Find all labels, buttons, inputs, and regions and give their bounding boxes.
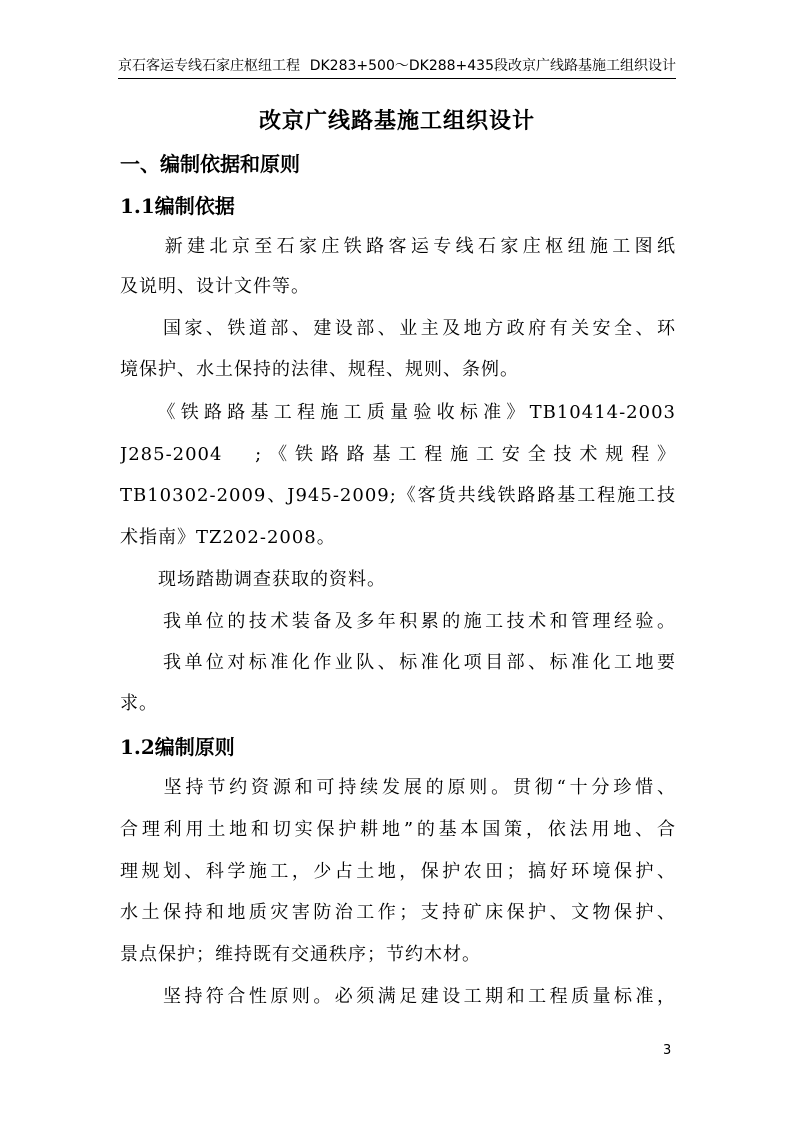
subsection-heading-1-2: 1.2编制原则 [120,735,235,759]
paragraph-line: 境保护、水土保持的法律、规程、规则、条例。 [120,359,519,380]
paragraph-line: 坚持节约资源和可持续发展的原则。贯彻“十分珍惜、 [120,777,676,798]
paragraph-line: TB10302-2009、J945-2009;《客货共线铁路路基工程施工技 [120,485,676,506]
paragraph-line: 景点保护；维持既有交通秩序；节约木材。 [120,944,481,965]
paragraph-line: 坚持符合性原则。必须满足建设工期和工程质量标准， [120,986,676,1007]
subsection-heading-1-1: 1.1编制依据 [120,194,235,218]
section-heading: 一、编制依据和原则 [120,152,300,176]
header-document-title: DK283+500～DK288+435段改京广线路基施工组织设计 [309,58,676,74]
paragraph-line: 求。 [120,693,158,714]
paragraph-line: 国家、铁道部、建设部、业主及地方政府有关安全、环 [120,318,676,339]
document-title: 改京广线路基施工组织设计 [258,108,535,134]
paragraph-line: 《铁路路基工程施工质量验收标准》TB10414-2003 [120,402,676,423]
paragraph-line: 新建北京至石家庄铁路客运专线石家庄枢纽施工图纸 [120,236,676,257]
paragraph-line: 及说明、设计文件等。 [120,276,310,297]
paragraph-line: 我单位对标准化作业队、标准化项目部、标准化工地要 [120,652,676,673]
paragraph-line: 理规划、科学施工，少占土地，保护农田；搞好环境保护、 [120,861,676,882]
paragraph-line: 术指南》TZ202-2008。 [120,527,336,548]
paragraph-line: 现场踏勘调查获取的资料。 [120,569,386,590]
paragraph-line: J285-2004 ;《铁路路基工程施工安全技术规程》 [120,444,676,465]
paragraph-line: 水土保持和地质灾害防治工作；支持矿床保护、文物保护、 [120,902,676,923]
page-header [118,54,676,79]
page-number: 3 [663,1043,672,1058]
header-project-name: 京石客运专线石家庄枢纽工程 [118,58,300,74]
paragraph-line: 合理利用土地和切实保护耕地”的基本国策，依法用地、合 [120,819,676,840]
paragraph-line: 我单位的技术装备及多年积累的施工技术和管理经验。 [120,611,676,632]
